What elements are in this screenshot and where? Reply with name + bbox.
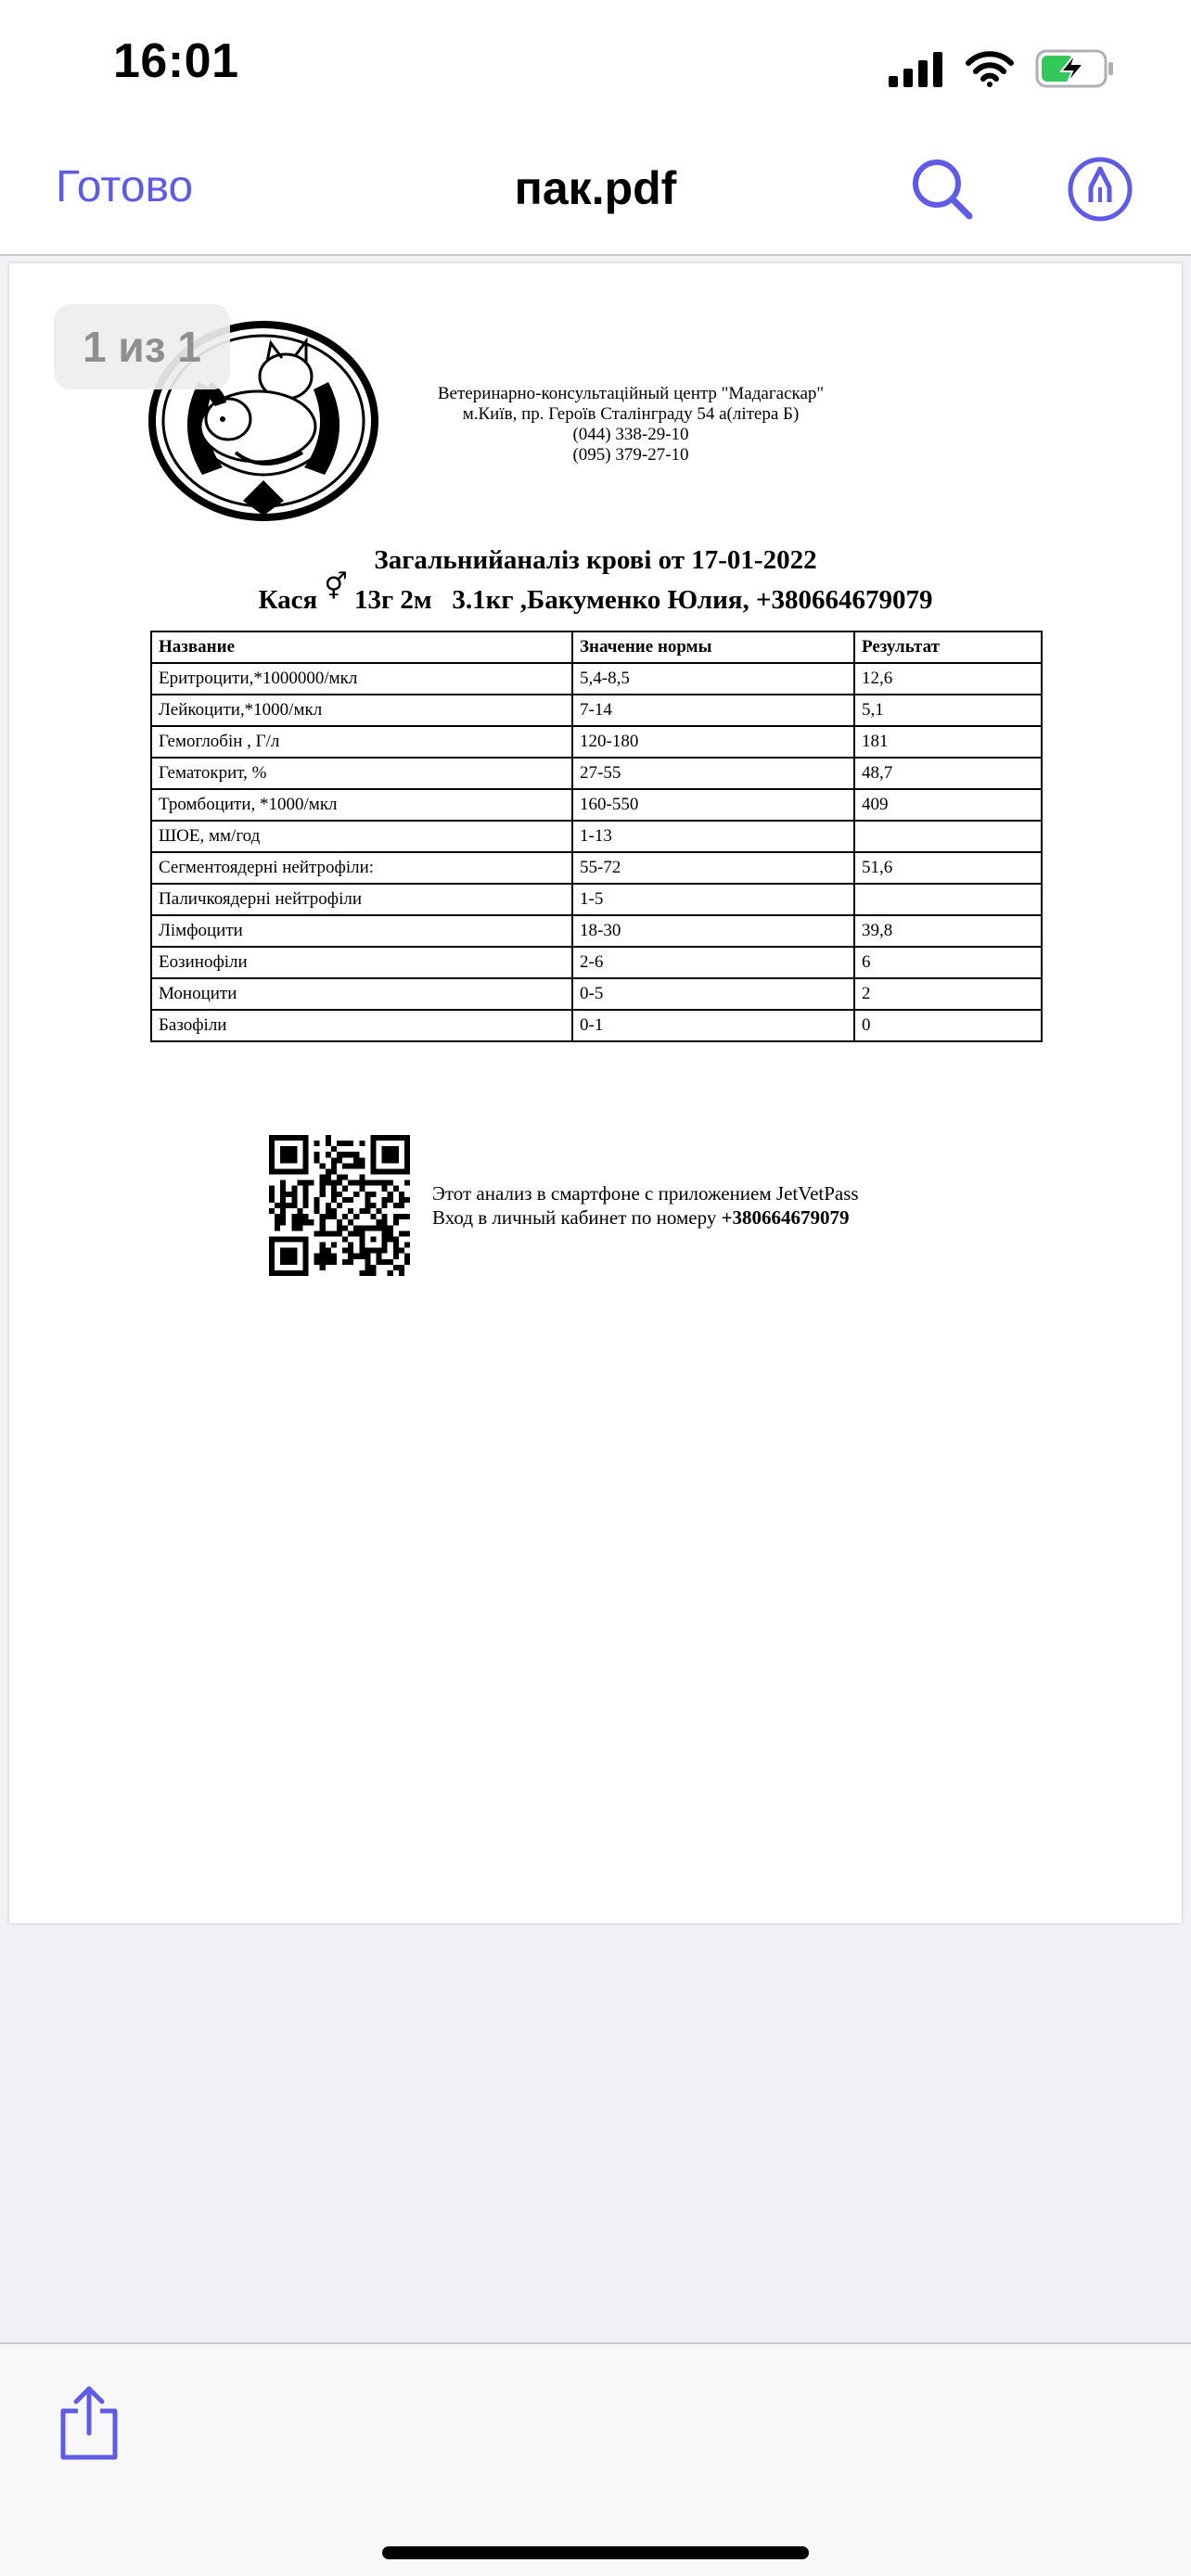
- cell-norm: 0-1: [572, 1010, 854, 1041]
- table-row: [151, 821, 1042, 852]
- cell-norm: 160-550: [572, 789, 854, 821]
- share-button[interactable]: [56, 2383, 122, 2461]
- promo-login-text: Вход в личный кабинет по номеру: [432, 1206, 722, 1229]
- page-indicator: 1 из 1: [54, 304, 230, 389]
- cell-result: 5,1: [854, 695, 1042, 726]
- status-icons: [889, 46, 1115, 91]
- markup-pen-icon: [1067, 156, 1133, 223]
- table-row: [151, 758, 1042, 789]
- cell-result: 48,7: [854, 758, 1042, 789]
- table-row: [151, 915, 1042, 947]
- wifi-icon: [965, 50, 1015, 87]
- cell-result: 6: [854, 947, 1042, 978]
- cell-result: 39,8: [854, 915, 1042, 947]
- nav-bar: [0, 130, 1191, 256]
- cell-result: 12,6: [854, 663, 1042, 695]
- table-row: [151, 852, 1042, 884]
- cell-name: Сегментоядерні нейтрофіли:: [151, 852, 572, 884]
- cell-norm: 2-6: [572, 947, 854, 978]
- clinic-phone-1: (044) 338-29-10: [572, 425, 689, 444]
- cell-name: ШОЕ, мм/год: [151, 821, 572, 852]
- promo-line-2: [432, 1205, 859, 1230]
- patient-details: 13г 2м 3.1кг ,Бакуменко Юлия, +380664679079: [347, 585, 933, 615]
- cell-norm: 1-5: [572, 884, 854, 915]
- table-row: [151, 884, 1042, 915]
- cell-name: Тромбоцити, *1000/мкл: [151, 789, 572, 821]
- patient-name: Кася: [258, 585, 318, 615]
- cell-result: [854, 821, 1042, 852]
- cell-name: Базофіли: [151, 1010, 572, 1041]
- header-name: Название: [151, 631, 572, 663]
- status-time: 16:01: [113, 34, 239, 88]
- cell-norm: 1-13: [572, 821, 854, 852]
- home-indicator: [382, 2546, 809, 2559]
- analysis-title: Загальнийаналіз крові от 17-01-2022: [374, 545, 817, 575]
- cell-name: Гемоглобін , Г/л: [151, 726, 572, 758]
- clinic-info: [390, 384, 872, 465]
- cell-norm: 7-14: [572, 695, 854, 726]
- header-result: Результат: [854, 631, 1042, 663]
- table-row: [151, 1010, 1042, 1041]
- signal-bars-icon: [889, 50, 944, 87]
- cell-norm: 5,4-8,5: [572, 663, 854, 695]
- pdf-page[interactable]: [9, 263, 1182, 1923]
- cell-result: [854, 884, 1042, 915]
- cell-name: Гематокрит, %: [151, 758, 572, 789]
- cell-norm: 18-30: [572, 915, 854, 947]
- table-row: [151, 726, 1042, 758]
- cell-name: Моноцити: [151, 978, 572, 1010]
- results-table: [150, 631, 1043, 1042]
- app-promo: [432, 1181, 859, 1230]
- table-row: [151, 663, 1042, 695]
- cell-norm: 120-180: [572, 726, 854, 758]
- patient-line: [9, 573, 1182, 616]
- bottom-toolbar: [0, 2342, 1191, 2576]
- cell-name: Лейкоцити,*1000/мкл: [151, 695, 572, 726]
- cell-result: 409: [854, 789, 1042, 821]
- status-bar: [0, 0, 1191, 130]
- cell-name: Еозинофіли: [151, 947, 572, 978]
- table-row: [151, 947, 1042, 978]
- cell-name: Паличкоядерні нейтрофіли: [151, 884, 572, 915]
- document-title: пак.pdf: [514, 162, 677, 214]
- markup-button[interactable]: [1067, 156, 1133, 223]
- clinic-phone-2: (095) 379-27-10: [572, 445, 689, 465]
- clinic-address: м.Київ, пр. Героїв Сталінграду 54 а(літера Б): [462, 404, 800, 424]
- table-header-row: [151, 631, 1042, 663]
- table-row: [151, 695, 1042, 726]
- cell-result: 181: [854, 726, 1042, 758]
- search-button[interactable]: [909, 156, 976, 223]
- promo-line-1: Этот анализ в смартфоне с приложением JetVetPass: [432, 1182, 859, 1205]
- document-viewer[interactable]: [0, 256, 1191, 2342]
- clinic-name: Ветеринарно-консультаційный центр "Мадагаскар": [437, 384, 825, 403]
- cell-result: 0: [854, 1010, 1042, 1041]
- table-row: [151, 789, 1042, 821]
- battery-charging-icon: [1035, 49, 1115, 88]
- table-row: [151, 978, 1042, 1010]
- cell-result: 51,6: [854, 852, 1042, 884]
- cell-norm: 27-55: [572, 758, 854, 789]
- cell-norm: 55-72: [572, 852, 854, 884]
- qr-code-icon: [269, 1135, 410, 1276]
- cell-name: Еритроцити,*1000000/мкл: [151, 663, 572, 695]
- header-norm: Значение нормы: [572, 631, 854, 663]
- cell-result: 2: [854, 978, 1042, 1010]
- search-icon: [909, 156, 976, 223]
- cell-name: Лімфоцити: [151, 915, 572, 947]
- done-button[interactable]: Готово: [56, 162, 194, 211]
- promo-phone: +380664679079: [721, 1206, 850, 1229]
- sex-symbol: ⚥: [324, 573, 348, 602]
- cell-norm: 0-5: [572, 978, 854, 1010]
- share-icon: [56, 2383, 122, 2461]
